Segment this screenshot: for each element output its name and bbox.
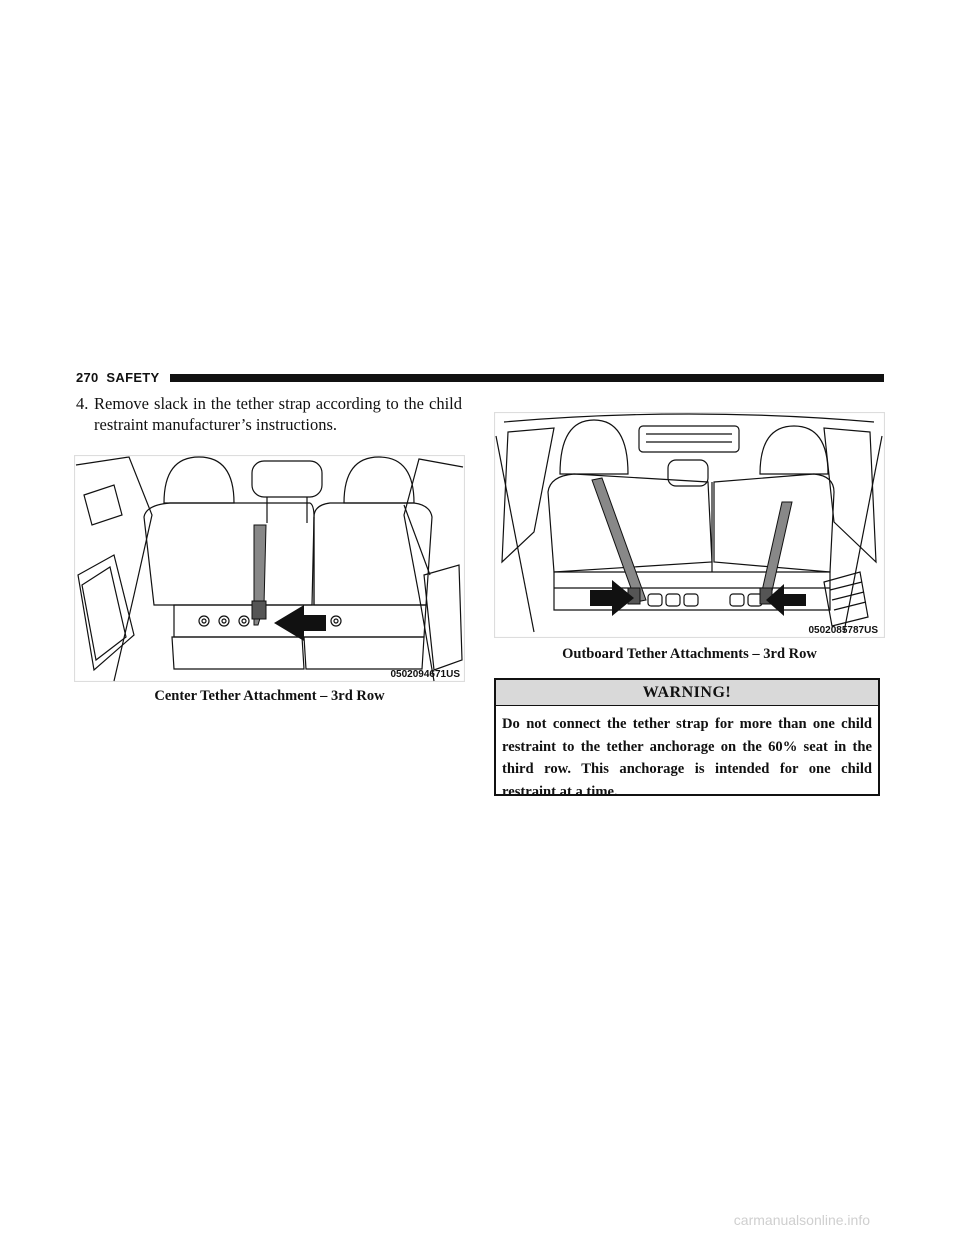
caption-outboard: Outboard Tether Attachments – 3rd Row [562, 646, 817, 662]
watermark: carmanualsonline.info [733, 1212, 870, 1228]
warning-text: Do not connect the tether strap for more than one child restraint to the tether anchorage on the 60% seat in the third row. This anchorage is intended for one child restraint at a time. [502, 716, 872, 800]
page-header [76, 368, 884, 388]
caption-center: Center Tether Attachment – 3rd Row [154, 688, 385, 704]
figure-code-outboard: 0502085787US [808, 625, 878, 636]
center-tether-illustration [74, 455, 465, 682]
section-title: SAFETY [106, 370, 160, 385]
step-number: 4. [76, 394, 89, 413]
warning-box [494, 678, 880, 800]
page-heading [76, 370, 160, 385]
page-number: 270 [76, 370, 99, 385]
center-tether-drawing [74, 455, 465, 682]
warning-title: WARNING! [496, 680, 878, 706]
header-rule [170, 374, 884, 382]
outboard-tether-illustration [494, 412, 885, 638]
step-text: Remove slack in the tether strap according to the child restraint manufacturer’s instructions. [94, 394, 462, 434]
figure-code-center: 0502094671US [390, 669, 460, 680]
instruction-step [76, 393, 462, 435]
outboard-tether-drawing [494, 412, 885, 638]
